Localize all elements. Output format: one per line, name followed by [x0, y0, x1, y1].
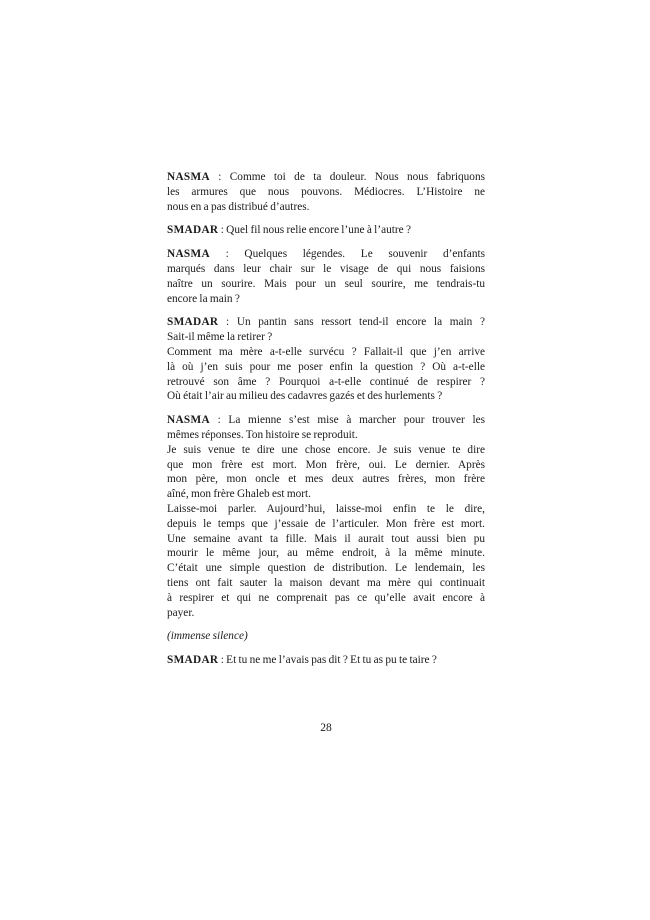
text-line: NASMA : La mienne s’est mise à marcher pour trouver les	[167, 414, 485, 427]
speaker-name: SMADAR	[167, 654, 219, 667]
text-line: SMADAR : Un pantin sans ressort tend-il encore la main ?	[167, 316, 485, 329]
text-line: les armures que nous pouvons. Médiocres. L’Histoire ne	[167, 185, 485, 198]
text-line: retrouvé son âme ? Pourquoi a-t-elle continué de respirer ?	[167, 375, 485, 388]
speech-paragraph	[167, 413, 485, 620]
text-line: NASMA : Quelques légendes. Le souvenir d’enfants	[167, 248, 485, 261]
stage-direction	[167, 629, 485, 644]
speaker-name: SMADAR	[167, 316, 219, 329]
text-line: naître un sourire. Mais pour un seul sourire, me tendrais-tu	[167, 277, 485, 290]
text-line: nous en a pas distribué d’autres.	[167, 200, 310, 213]
speaker-name: NASMA	[167, 248, 210, 261]
text-line: (immense silence)	[167, 630, 248, 643]
text-line: tiens ont fait sauter la maison devant ma mère qui continuait	[167, 576, 485, 589]
text-line: NASMA : Comme toi de ta douleur. Nous nous fabriquons	[167, 171, 485, 183]
speaker-name: SMADAR	[167, 224, 219, 237]
text-line: mon père, mon oncle et mes deux autres frères, mon frère	[167, 473, 485, 486]
speech-paragraph	[167, 170, 485, 214]
text-line: Une semaine avant ta fille. Mais il aurait tout aussi bien pu	[167, 532, 485, 545]
text-line: Sait-il même la retirer ?	[167, 331, 273, 344]
text-line: SMADAR : Et tu ne me l’avais pas dit ? Et tu as pu te taire ?	[167, 654, 437, 667]
text-line: C’était une simple question de distribution. Le lendemain, les	[167, 562, 485, 575]
speech-paragraph	[167, 223, 485, 238]
text-line: depuis le temps que j’essaie de l’articuler. Mon frère est mort.	[167, 517, 485, 530]
text-line: à respirer et qui ne comprenait pas ce qu’elle avait encore à	[167, 591, 485, 604]
text-line: Comment ma mère a-t-elle survécu ? Fallait-il que j’en arrive	[167, 345, 485, 358]
text-line: Je suis venue te dire une chose encore. Je suis venue te dire	[167, 443, 485, 456]
text-line: payer.	[167, 606, 195, 619]
speech-paragraph	[167, 247, 485, 306]
speech-paragraph	[167, 315, 485, 404]
text-block	[167, 170, 485, 668]
text-line: Laisse-moi parler. Aujourd’hui, laisse-moi enfin te le dire,	[167, 502, 485, 515]
text-line: encore la main ?	[167, 292, 240, 305]
text-line: là où j’en suis pour me poser enfin la question ? Où a-t-elle	[167, 360, 485, 373]
text-line: Où était l’air au milieu des cadavres gazés et des hurlements ?	[167, 390, 443, 403]
speaker-name: NASMA	[167, 171, 210, 183]
text-line: que mon frère est mort. Mon frère, oui. Le dernier. Après	[167, 458, 485, 471]
text-line: aîné, mon frère Ghaleb est mort.	[167, 488, 311, 501]
speech-paragraph	[167, 653, 485, 668]
speaker-name: NASMA	[167, 414, 210, 427]
text-line: mêmes réponses. Ton histoire se reproduit.	[167, 428, 358, 441]
text-line: marqués dans leur chair sur le visage de qui nous faisions	[167, 262, 485, 275]
text-line: mourir le même jour, au même endroit, à la même minute.	[167, 547, 485, 560]
text-line: SMADAR : Quel fil nous relie encore l’une à l’autre ?	[167, 224, 411, 237]
page-number: 28	[320, 722, 332, 734]
